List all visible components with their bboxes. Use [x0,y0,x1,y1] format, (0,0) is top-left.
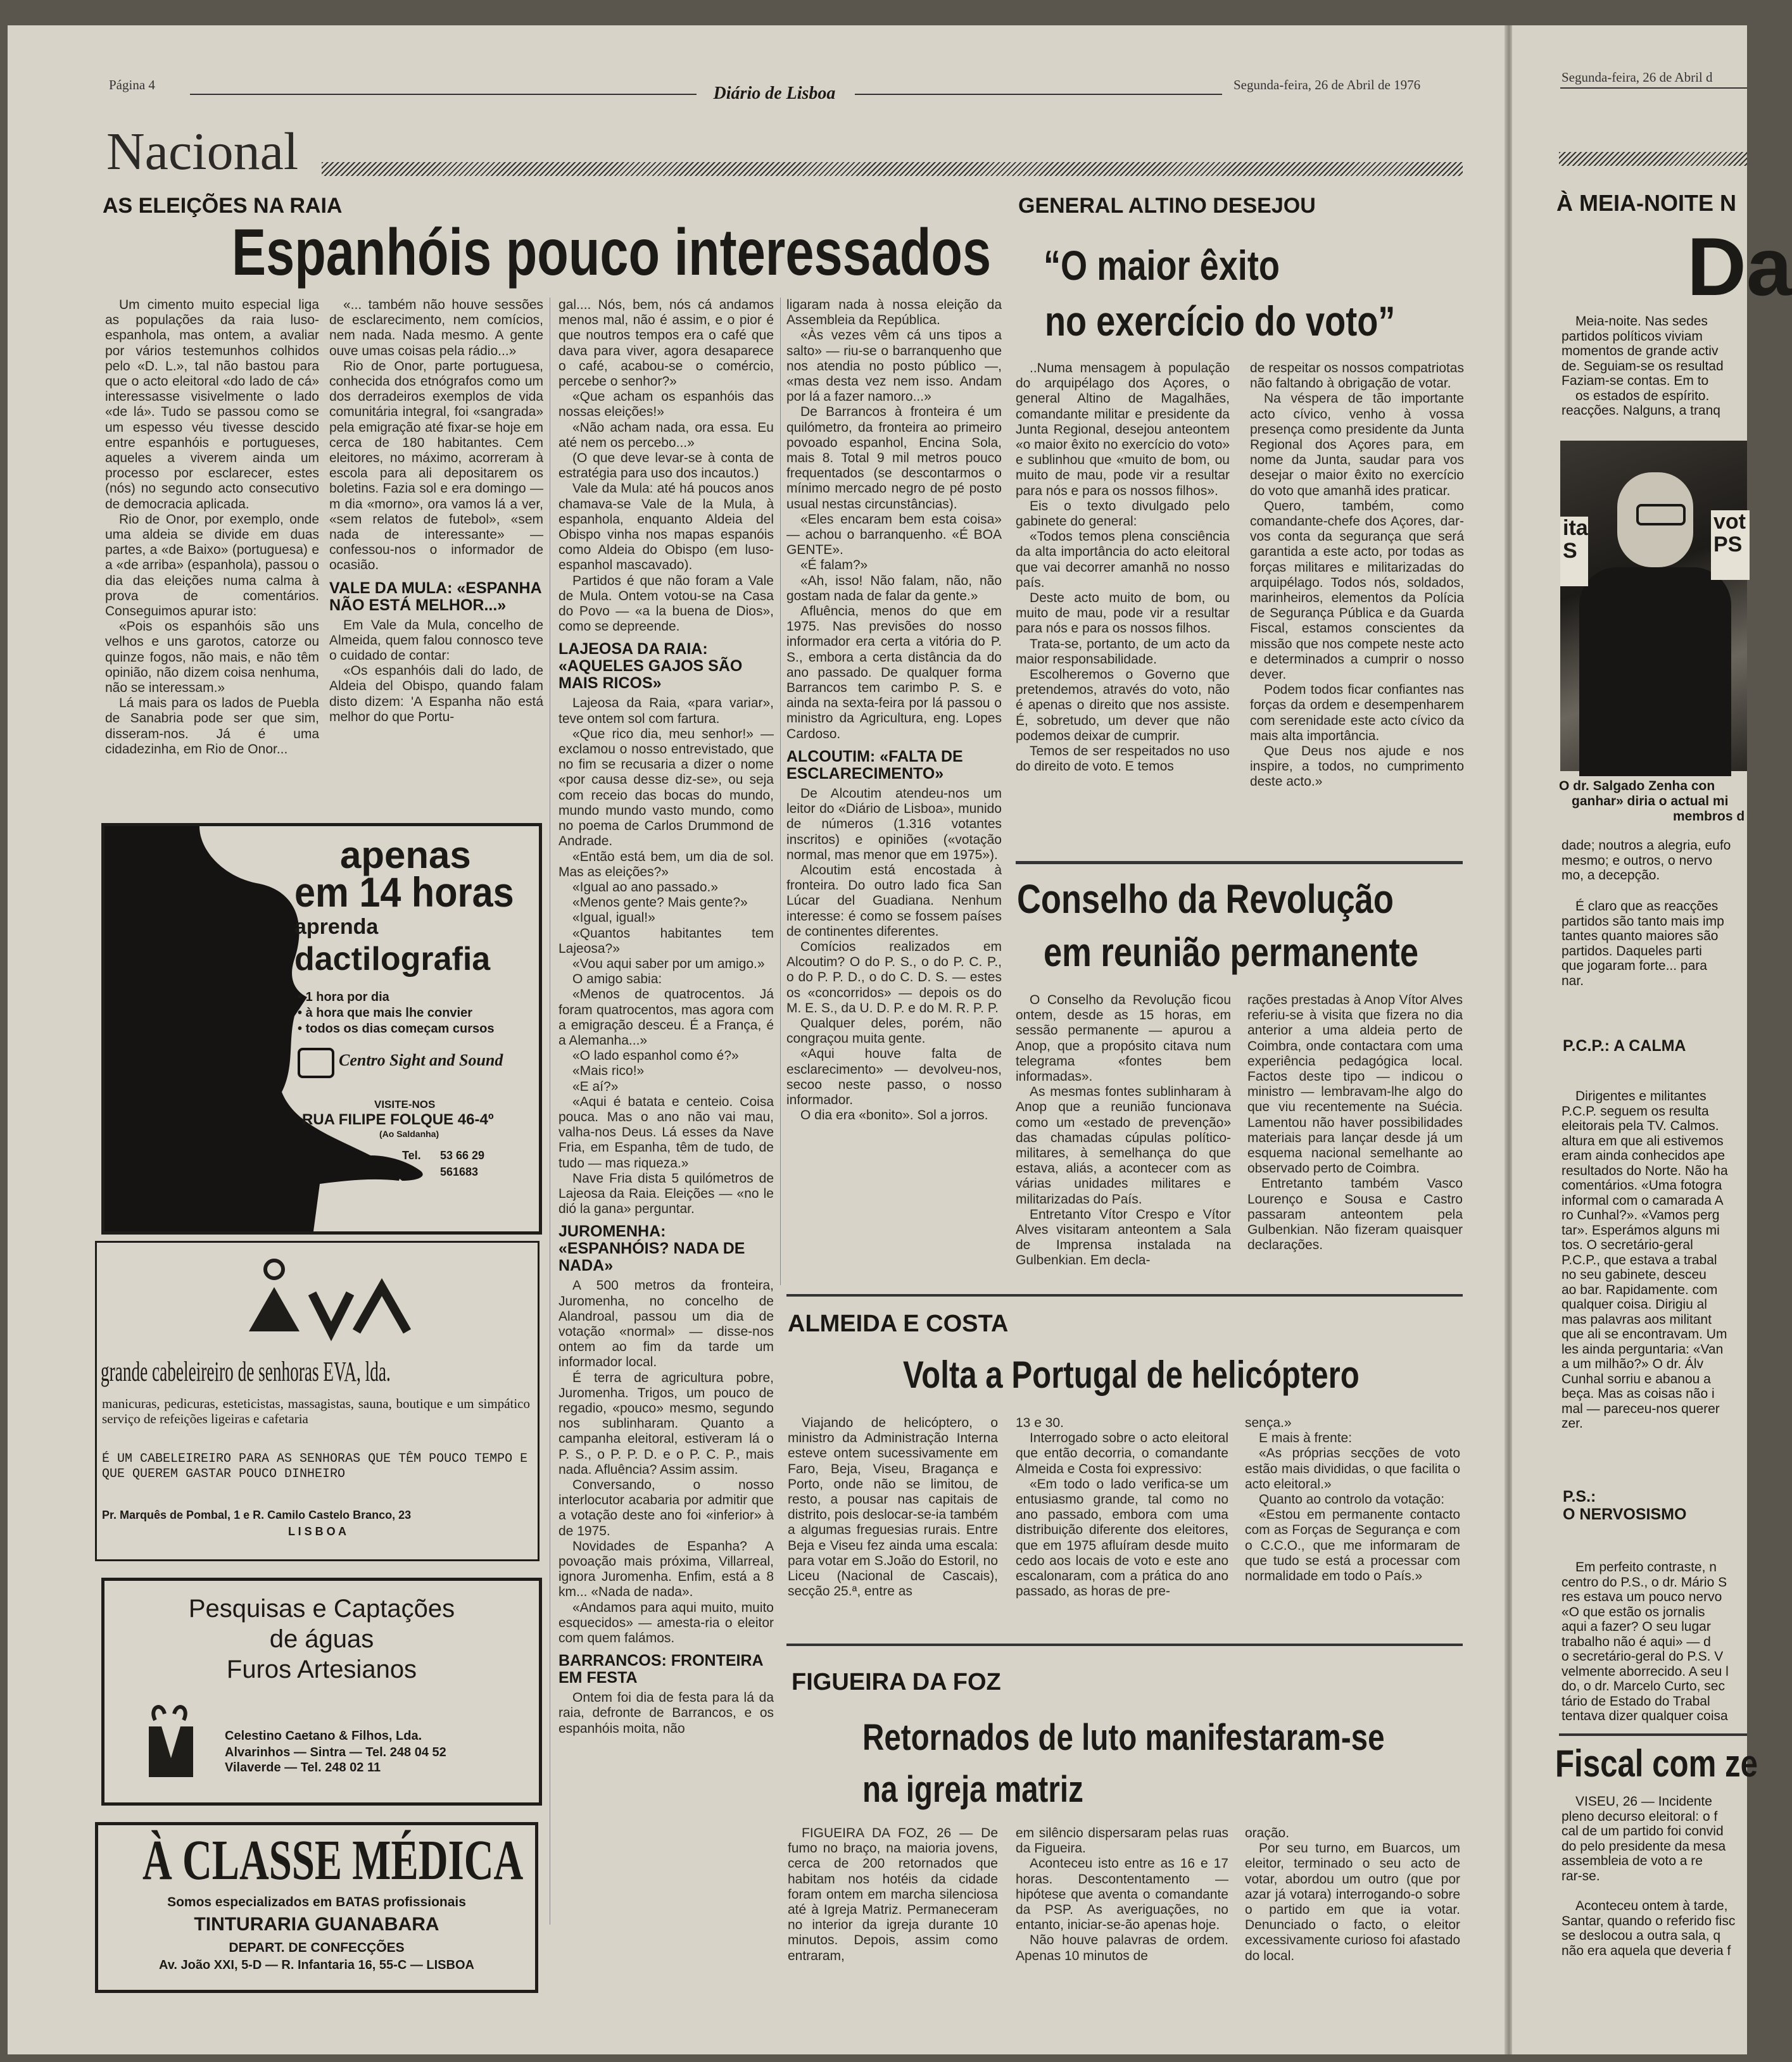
subhead-juromenha: JUROMENHA: «ESPANHÓIS? NADA DE NADA» [558,1223,745,1275]
right-pcp-text: Dirigentes e militantes P.C.P. seguem os resulta eleitorais pela TV. Calmos. altura em que ali estivemos eram ainda conhecidos ape resultados do Norte. Não ha comentários. «Uma fotogra informal com o camarada A ro Cunhal?». «Vamos perg tar». Esperámos alguns mi tos. O secretário-geral P.C.P., que estava a trabal no seu gabinete, desceu ao bar. Rapidamente. com qualquer coisa. Dirigiu al mas palavras aos militant que ali se encontravam. Um les ainda perguntaria: «Van a um milhão?» O dr. Álv Cunhal sorriu e abanou a beça. Mas as coisas não i mal — pareceu-nos querer zer. [1562,1089,1728,1431]
ad1-brand: Centro Sight and Sound [339,1051,503,1069]
right-para1: dade; noutros a alegria, eufo mesmo; e outros, o nervo mo, a decepção. [1562,838,1731,883]
ad3-company: Celestino Caetano & Filhos, Lda. [225,1729,422,1743]
ad1-address: RUA FILIPE FOLQUE 46-4º [302,1111,494,1128]
page-number: Página 4 [109,77,155,92]
ad1-apenas: apenas [340,834,471,876]
right-header-rule [1560,87,1747,89]
article4-kicker: ALMEIDA E COSTA [788,1311,1009,1337]
person-body [1579,567,1731,776]
header-rule-left [190,94,697,95]
ad-dactilografia [101,823,542,1235]
article2-headline-line2: no exercício do voto” [1045,298,1396,344]
ad-furos-artesianos [101,1578,542,1806]
ad2-slogan: É UM CABELEIREIRO PARA AS SENHORAS QUE TÊM POUCO TEMPO E QUE QUEREM GASTAR POUCO DINHEIRO [102,1452,528,1481]
article3-column-1: O Conselho da Revolução ficou ontem, desde as 15 horas, em sessão permanente — apurou a Anop, que a propósito citava num telegrama «fontes bem informadas». As mesmas fontes sublinharam à Anop que a reunião funcionava como um «estado de prevenção» das chamadas cúpulas político-militares, à semelhança do que estava, aliás, a acontecer com as várias unidades militares e militarizadas do País. Entretanto Vítor Crespo e Vítor Alves visitaram anteontem a Sala de Imprensa instalada na Gulbenkian. Em decla- [1016,993,1231,1268]
right-intro: Meia-noite. Nas sedes partidos políticos viviam momentos de grande activ de. Seguiam-se os resultad Faziam-se contas. Em to os estados de espírito. reacções. Nalguns, a tranq [1562,314,1724,418]
ad-eva [95,1241,539,1561]
article-separator [786,1294,1463,1297]
right-page-date: Segunda-feira, 26 de Abril d [1562,70,1713,85]
article1-kicker: AS ELEIÇÕES NA RAIA [103,194,343,218]
article5-column-2: em silêncio dispersaram pelas ruas da Figueira. Aconteceu isto entre as 16 e 17 horas. Descontentamento — hipótese que aventa o comandante da PSP. As averiguações, no entanto, iniciar-se-ão apenas hoje. Não houve palavras de ordem. Apenas 10 minutos de [1016,1826,1228,1963]
ad1-bullets: • 1 hora por dia • à hora que mais lhe convier • todos os dias começam cursos [298,990,495,1036]
article-separator [1016,861,1463,864]
right-big-headline: Da [1687,220,1792,313]
right-viseu-text: VISEU, 26 — Incidente pleno decurso eleitoral: o f cal de um partido foi convid do pelo presidente da mesa assembleia de voto a re rar-se. Aconteceu ontem à tarde, Santar, quando o referido fisc se deslocou a outra sala, q não era aquela que deveria f [1562,1794,1736,1958]
article2-kicker: GENERAL ALTINO DESEJOU [1018,194,1316,218]
article1-column-2: «... também não houve sessões de esclarecimento, nem comícios, nem nada. Nada mesmo. A gente ouve umas coisas pela rádio...» Rio de Onor, parte portuguesa, conhecida dos etnógrafos como um dos derradeiros exemplos de vida comunitária integral, foi «sangrada» pela emigração até fixar-se hoje em cerca de 180 habitantes. Cem eleitores, no máximo, acorreram à escola para ali depositarem os boletins. Fazia sol e era domingo — m dia «morno», ora vamos lá a ver, «sem relatos de futebol», «sem nada de interessante» — confessou-nos o informador de ocasião. VALE DA MULA: «ESPANHA NÃO ESTÁ MELHOR...» Em Vale da Mula, concelho de Almeida, quem falou connosco teve o cuidado de contar: «Os espanhóis dali do lado, de Aldeia del Obispo, quando falam disto dizem: 'A Espanha não está melhor do que Portu- [329,298,543,724]
article1-column-3: gal.... Nós, bem, nós cá andamos menos mal, não é assim, e o pior é que noutros tempos era o café que dava para viver, agora desaparece o café, acabou-se o comércio, percebe o senhor?» «Que acham os espanhóis das nossas eleições!» «Não acham nada, ora essa. Eu até nem os percebo...» (O que deve levar-se à conta de estratégia para uso dos incautos.) Vale da Mula: até há poucos anos chamava-se Vale de la Mula, à espanhola, enquanto Aldeia del Obispo vinha nos mapas espanóis como Aldeia do Obispo (em luso-espanhol mascavado). Partidos é que não foram a Vale de Mula. Ontem votou-se na Casa do Povo — «a la buena de Dios», como se depreende. LAJEOSA DA RAIA: «AQUELES GAJOS SÃO MAIS RICOS» Lajeosa da Raia, «para variar», teve ontem sol com fartura. «Que rico dia, meu senhor!» — exclamou o nosso entrevistado, que no fim se recusaria a dizer o nome «por causa desse diz-se», ou seja com receio das bocas do mundo, mundo mundo vasto mundo, como no poema de Carlos Drummond de Andrade. «Então está bem, um dia de sol. Mas as eleições?» «Igual ao ano passado.» «Menos gente? Mais gente?» «Igual, igual!» «Quantos habitantes tem Lajeosa?» «Vou aqui saber por um amigo.» O amigo sabia: «Menos de quatrocentos. Já foram quatrocentos, mas agora com a emigração desceu. É a França, é a Alemanha...» «O lado espanhol como é?» «Mais rico!» «E aí?» «Aqui é batata e centeio. Coisa pouca. Mas o ano não vai mau, valha-nos Deus. Lá esses da Nave Fria, em Espanha, têm de tudo, de tudo — mas riqueza.» Nave Fria dista 5 quilómetros de Lajeosa da Raia. Eleições — «no le dió la gana» perguntar. JUROMENHA: «ESPANHÓIS? NADA DE NADA» A 500 metros da fronteira, Juromenha, no concelho de Alandroal, passou um dia de votação «normal» — disse-nos ontem ao fim da tarde um informador local. É terra de agricultura pobre, Juromenha. Trigos, um pouco de regadio, «pouco» mesmo, segundo nos sublinharam. Quanto a campanha eleitoral, estiveram lá o P. S., o P. P. D. e o P. C. P., mais nada. Afluência? Assim assim. Conversando, o nosso interlocutor acabaria por admitir que a votação deste ano foi «inferior» à de 1975. Novidades de Espanha? A povoação mais próxima, Villarreal, ignora Juromenha. Enfim, está a 8 km... «Nada de nada». «Andamos para aqui muito, muito esquecidos» — amesta-ria o eleitor com quem falámos. BARRANCOS: FRONTEIRA EM FESTA Ontem foi dia de festa para lá da raia, defronte de Barrancos, e os espanhóis moita, não [558,298,774,1736]
right-kicker: À MEIA-NOITE N [1556,190,1736,216]
ad2-title: grande cabeleireiro de senhoras EVA, lda. [101,1356,391,1387]
ad4-line3: DEPART. DE CONFECÇÕES [229,1940,405,1955]
right-section-hatch [1559,152,1747,166]
ad4-line1: Somos especializados em BATAS profissionais [167,1895,466,1909]
article5-headline-line1: Retornados de luto manifestaram-se [862,1717,1385,1758]
ad3-addr1: Alvarinhos — Sintra — Tel. 248 04 52 [225,1745,446,1759]
article4-column-3: sença.» E mais à frente: «As próprias secções de voto estão mais divididas, o que facilita o acto eleitoral.» Quanto ao controlo da votação: «Estou em permanente contacto com as Forças de Segurança e com o C.C.O., que me informaram de que tudo se está a processar com normalidade em todo o País.» [1245,1416,1460,1584]
article3-column-2: rações prestadas à Anop Vítor Alves referiu-se à visita que fizera no dia anterior a uma aldeia perto de Coimbra, onde contactara com uma experiência pedagógica local. Factos deste tipo — indicou o ministro — lembravam-lhe algo do que viu recentemente na Suécia. Lamentou não haver possibilidades materiais para lançar desde já um esquema nacional semelhante ao observado perto de Coimbra. Entretanto também Vasco Lourenço e Sousa e Castro passaram anteontem pela Gulbenkian. Não fizeram quaisquer declarações. [1247,993,1463,1253]
ad1-area: (Ao Saldanha) [379,1129,439,1139]
section-hatch [322,162,1463,176]
article5-column-1: FIGUEIRA DA FOZ, 26 — De fumo no braço, na maioria jovens, cerca de 200 retornados que habitam nos hotéis da cidade foram ontem em marcha silenciosa até à Igreja Matriz. Permaneceram no interior da igreja durante 10 minutos. Depois, assim como entraram, [788,1826,998,1963]
article4-column-1: Viajando de helicóptero, o ministro da Administração Interna esteve ontem sucessivamente em Faro, Beja, Viseu, Bragança e Porto, onde não se limitou, de resto, a pousar nas capitais de distrito, pois deslocar-se-ia também a algumas freguesias rurais. Entre Beja e Viseu fez ainda uma escala: para votar em S.João do Estoril, no Liceu (Nacional de Cascais), secção 25.ª, entre as [788,1416,998,1599]
ad2-address: Pr. Marquês de Pombal, 1 e R. Camilo Castelo Branco, 23 [102,1509,412,1521]
eva-logo-icon [230,1255,420,1344]
article1-headline: Espanhóis pouco interessados [232,216,992,289]
ad4-line4: Av. João XXI, 5-D — R. Infantaria 16, 55-C — LISBOA [159,1958,474,1972]
right-separator [1559,1733,1747,1736]
water-well-icon [142,1701,199,1790]
header-date: Segunda-feira, 26 de Abril de 1976 [1234,77,1421,92]
header-rule-right [855,94,1222,95]
ad4-title: À CLASSE MÉDICA [142,1829,524,1892]
ad3-line1: Pesquisas e Captações [188,1595,455,1623]
article2-headline-line1: “O maior êxito [1044,242,1280,289]
ad1-14-horas: em 14 horas [294,869,514,915]
poster-left: ita S [1560,517,1588,586]
article3-headline-line2: em reunião permanente [1044,929,1419,975]
subhead-barrancos: BARRANCOS: FRONTEIRA EM FESTA [558,1652,763,1687]
right-subhead-pcp: P.C.P.: A CALMA [1563,1037,1686,1055]
article3-headline-line1: Conselho da Revolução [1017,876,1394,922]
article2-column-2: de respeitar os nossos compatriotas não faltando à obrigação de votar. Na véspera de tão importante acto cívico, venho à vossa presença como presidente da Junta Regional dos Açores para, em nome da Junta, saudar para vos desejar o maior êxito no exercício do voto que amanhã ides praticar. Quero, também, como comandante-chefe dos Açores, dar-vos conta da segurança que será garantida a este acto, por todas as forças militares e militarizadas do arquipélago. Todos nós, soldados, marinheiros, elementos da Polícia de Segurança Pública e da Guarda Fiscal, estamos conscientes da missão que nos compete neste acto e determinados a cumprir o nosso dever. Podem todos ficar confiantes nas forças da ordem e desempenharem com serenidade este acto cívico da mais alta importância. Que Deus nos ajude e nos inspire, a todos, no cumprimento deste acto.» [1250,361,1464,789]
ad2-services: manicuras, pedicuras, esteticistas, massagistas, sauna, boutique e um simpático serviço de refeições ligeiras e cafetaria [102,1396,530,1426]
poster-right: vot PS [1711,510,1750,580]
right-ps-text: Em perfeito contraste, n centro do P.S., o dr. Mário S res estava um pouco nervo «O que estão os jornalis aqui a fazer? O seu lugar trabalho não é aqui» — d o secretário-geral do P.S. V velmente aborrecido. A seu l do, o dr. Marcelo Curto, sec tário de Estado do Trabal tentava dizer qualquer coisa [1562,1560,1729,1723]
ad1-tel2: 561683 [440,1166,479,1178]
right-photo-caption: O dr. Salgado Zenha con ganhar» diria o actual mi membros d [1559,779,1745,824]
ad-classe-medica [95,1822,538,1993]
article4-column-2: 13 e 30. Interrogado sobre o acto eleitoral que então decorria, o comandante Almeida e Costa foi expressivo: «Em todo o lado verifica-se um entusiasmo grande, tal como no ano passado, embora com uma distribuição diferente dos eleitores, que em 1975 afluíram desde muito cedo aos locais de voto e este ano escalonaram, com a prática do ano passado, as horas de pre- [1016,1416,1228,1599]
article-separator [786,1644,1463,1646]
glasses-icon [1636,504,1686,525]
subhead-vale-da-mula: VALE DA MULA: «ESPANHA NÃO ESTÁ MELHOR...» [329,579,541,614]
section-title: Nacional [106,122,299,181]
ad4-line2: TINTURARIA GUANABARA [194,1914,439,1935]
article5-kicker: FIGUEIRA DA FOZ [792,1669,1001,1695]
ad1-visit: VISITE-NOS [374,1098,436,1110]
article4-headline: Volta a Portugal de helicóptero [903,1354,1360,1396]
article5-headline-line2: na igreja matriz [862,1769,1083,1810]
article1-column-1: Um cimento muito especial liga as populações da raia luso-espanhola, mas ontem, a avaliar por vários testemunhos colhidos pelo «D. L.», tal não bastou para que o acto eleitoral «do lado de cá» interessasse visivelmente o lado «de lá». Tudo se passou como se um espesso véu tivesse descido entre espanhóis e portugueses, aqueles a viverem ainda um processo por esclarecer, estes (nós) no segundo acto consecutivo de democracia aplicada. Rio de Onor, por exemplo, onde uma aldeia se divide em duas partes, a «de Baixo» (portuguesa) e a «de arriba» (espanhola), passou o dia das eleições numa calma à prova de comentários. Conseguimos apurar isto: «Pois os espanhóis são uns velhos e uns garotos, catorze ou quinze fogos, não mais, e não têm opinião, não dizem coisa nenhuma, não se interessam.» Lá mais para os lados de Puebla de Sanabria pode ser que sim, disseram-nos. Já é uma cidadezinha, em Rio de Onor... [105,298,319,757]
masthead: Diário de Lisboa [713,84,836,103]
article5-column-3: oração. Por seu turno, em Buarcos, um eleitor, terminado o seu acto de votar, abordou um outro (que por azar já votara) interrogando-o sobre o partido em que ia votar. Denunciado o facto, o eleitor excessivamente curioso foi afastado do local. [1245,1826,1460,1963]
right-fiscal-headline: Fiscal com ze [1555,1742,1758,1785]
ad1-aprenda: aprenda [294,915,379,939]
ad3-line3: Furos Artesianos [226,1656,417,1683]
ad1-tel1: 53 66 29 [440,1149,485,1162]
ad3-line2: de águas [269,1625,374,1653]
ad1-dactilografia: dactilografia [294,941,491,978]
right-photo [1560,441,1747,771]
right-para2: É claro que as reacções partidos são tanto mais imp tantes quanto maiores são partidos. Daqueles parti que jogaram forte... para nar. [1562,899,1724,988]
ad1-tel-label: Tel. [402,1149,421,1162]
sight-and-sound-logo-icon [298,1048,334,1078]
article2-column-1: ..Numa mensagem à população do arquipélago dos Açores, o general Altino de Magalhães, comandante militar e presidente da Junta Regional, desejou anteontem «o maior êxito no exercício do voto» e sublinhou que «muito de bom, ou muito de mau, pode vir a resultar para nós e para os nossos filhos». Eis o texto divulgado pelo gabinete do general: «Todos temos plena consciência da alta importância do acto eleitoral que vai decorrer amanhã no nosso país. Deste acto muito de bom, ou muito de mau, pode vir a resultar para nós e para os nossos filhos. Trata-se, portanto, de um acto da maior responsabilidade. Escolheremos o Governo que pretendemos, através do voto, não é apenas o direito que nos assiste. É, sobretudo, um dever que não podemos deixar de cumprir. Temos de ser respeitados no uso do direito de voto. E temos [1016,361,1230,774]
column-divider [780,298,781,1285]
subhead-lajeosa: LAJEOSA DA RAIA: «AQUELES GAJOS SÃO MAIS RICOS» [558,640,743,693]
ad2-city: L I S B O A [287,1525,346,1538]
ad3-addr2: Vilaverde — Tel. 248 02 11 [225,1761,381,1775]
subhead-alcoutim: ALCOUTIM: «FALTA DE ESCLARECIMENTO» [786,747,963,783]
article1-column-4: ligaram nada à nossa eleição da Assembleia da República. «Às vezes vêm cá uns tipos a salto» — riu-se o barranquenho que nos atendia no posto público —, «mas desta vez nem isso. Andam por lá a fazer namoro...» De Barrancos à fronteira é um quilómetro, da fronteira ao primeiro povoado espanhol, Encina Sola, mais 8. Total 9 mil metros pouco frequentados (se descontarmos o mínimo mercado negro de pé posto usual nestas circunstâncias). «Eles encaram bem esta coisa» — achou o barranquenho. «É BOA GENTE». «É falam?» «Ah, isso! Não falam, não, não gostam nada de falar da gente.» Afluência, menos do que em 1975. Nas previsões do nosso informador era certa a vitória do P. S., embora a certa distância da do ano passado. De qualquer forma Barrancos tem carimbo P. S. e ainda na sexta-feira por lá passou o ministro da Agricultura, eng. Lopes Cardoso. ALCOUTIM: «FALTA DE ESCLARECIMENTO» De Alcoutim atendeu-nos um leitor do «Diário de Lisboa», munido de números (1.316 votantes inscritos) e opiniões («votação normal, mas menor que em 1975»). Alcoutim está encostada à fronteira. Do outro lado fica San Lúcar del Guadiana. Nenhum interesse: é como se fossem países de continentes diferentes. Comícios realizados em Alcoutim? O do P. S., o do P. C. P., o do P. P. D., o do C. D. S. — estes os «concorridos» — depois os do M. E. S., da U. D. P. e do M. R. P. P. Qualquer deles, porém, não congraçou muita gente. «Aqui houve falta de esclarecimento» — devolveu-nos, secoo neste passo, o nosso informador. O dia era «bonito». Sol a jorros. [786,298,1002,1123]
right-subhead-ps: P.S.: O NERVOSISMO [1563,1488,1687,1523]
